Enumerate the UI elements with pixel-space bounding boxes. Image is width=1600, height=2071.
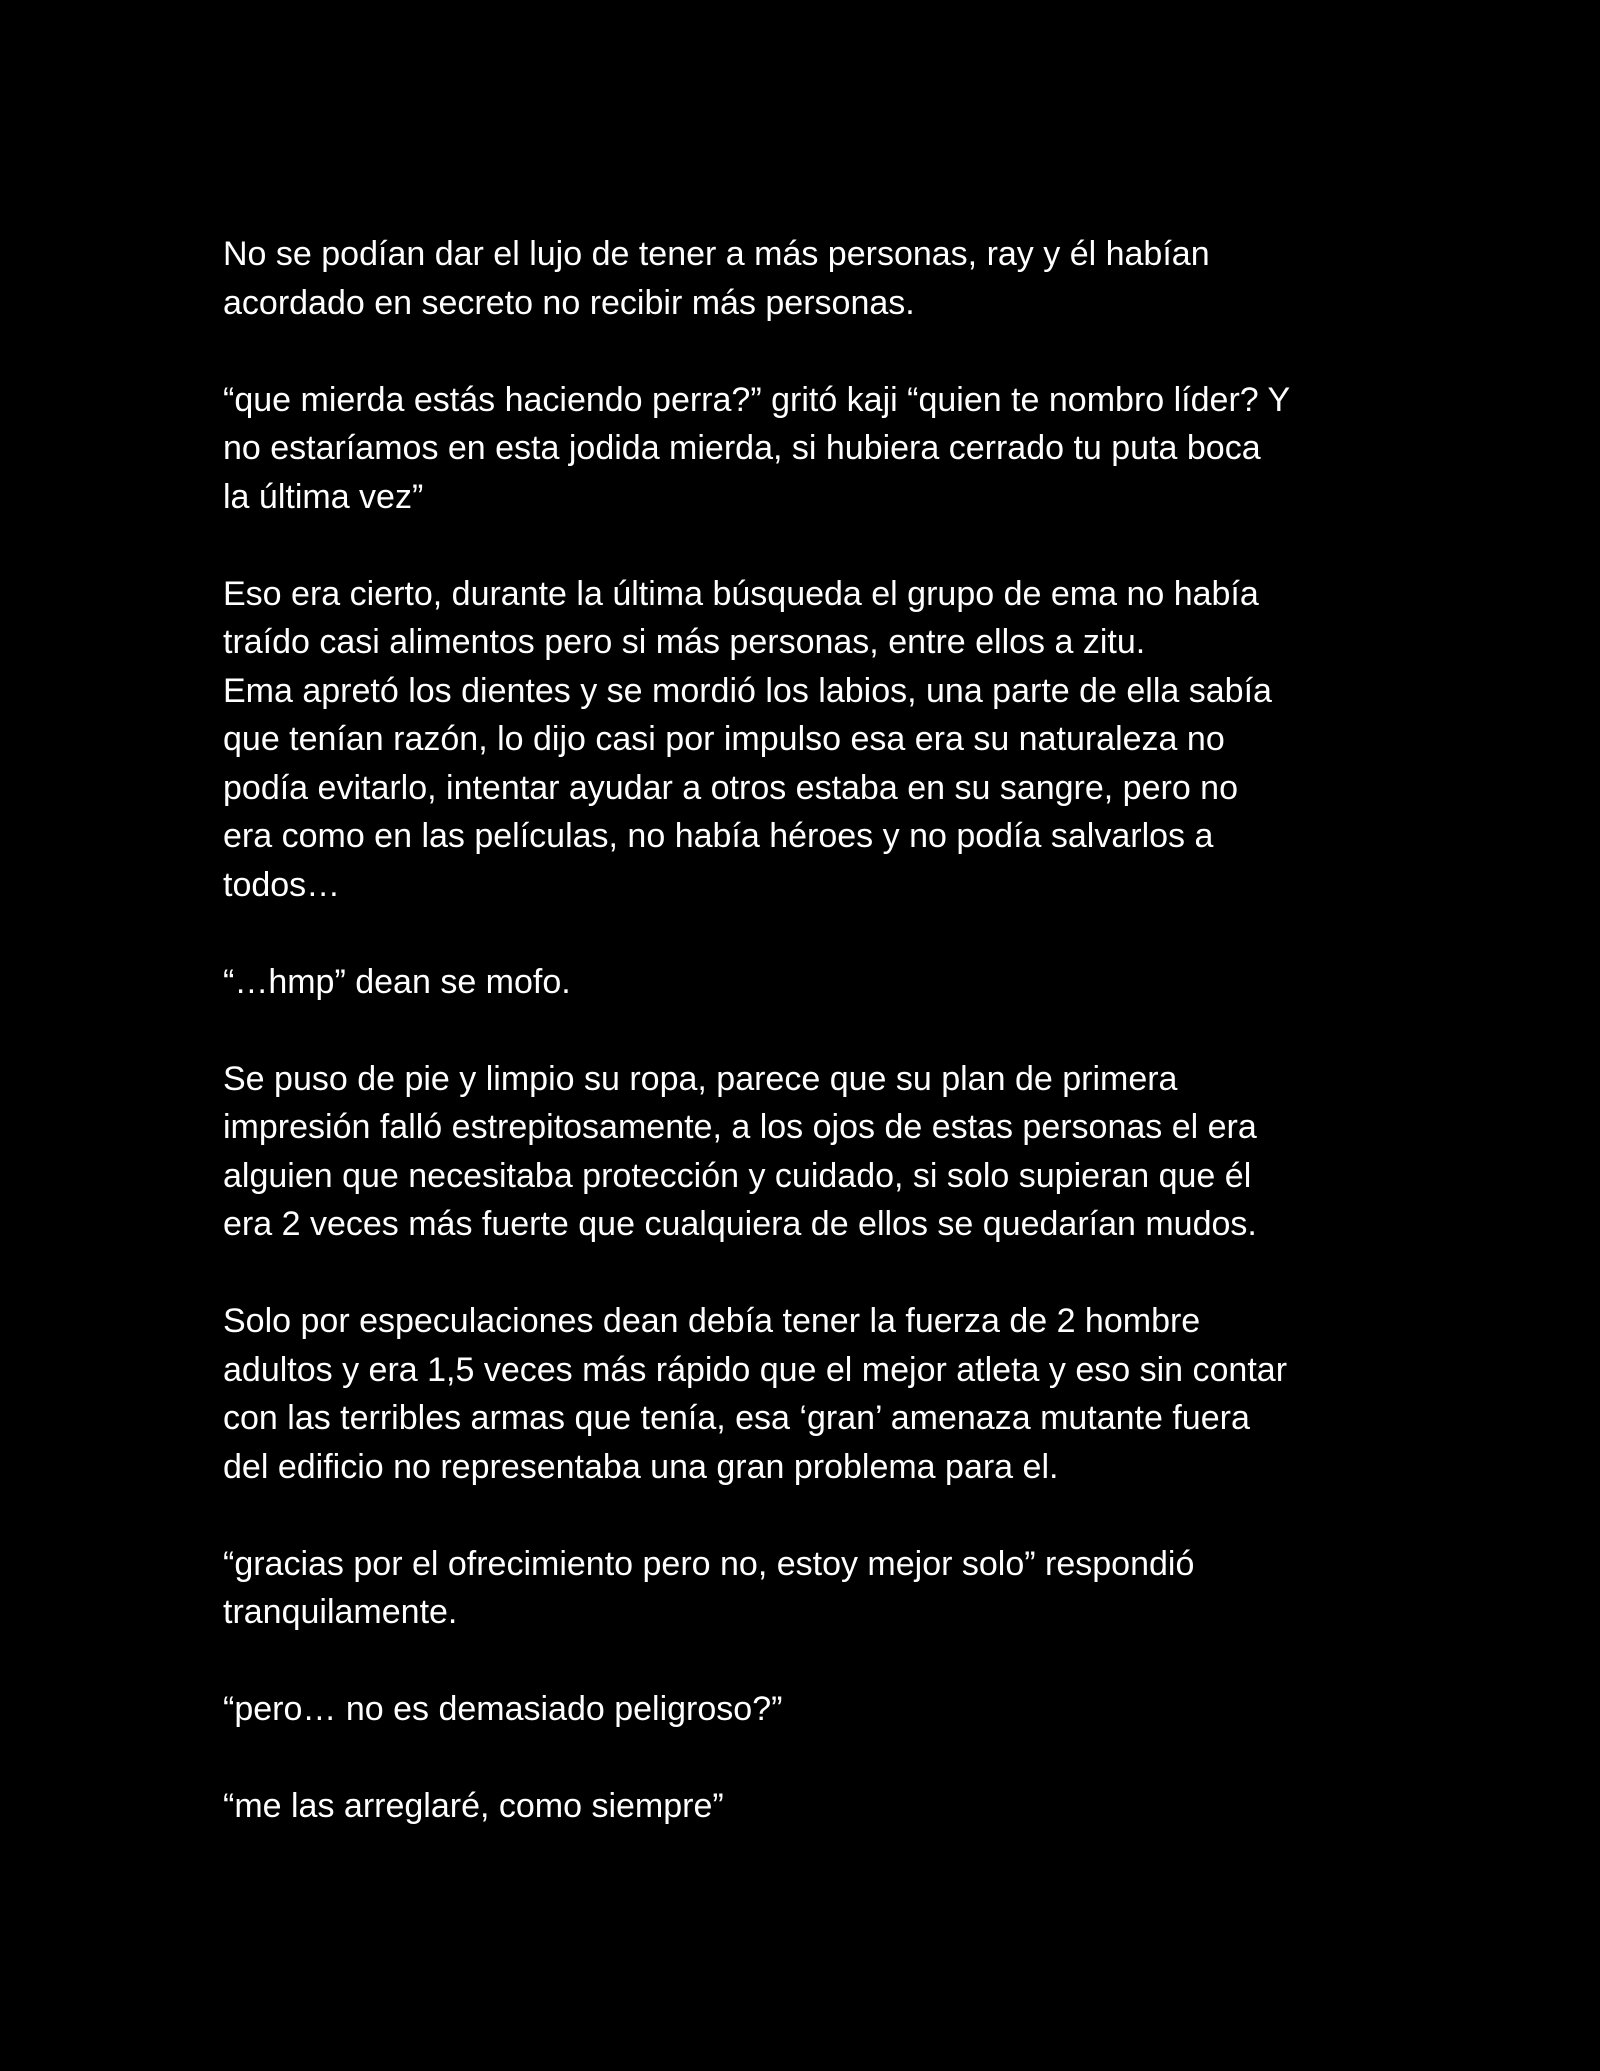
paragraph (223, 570, 1423, 910)
text-line: era 2 veces más fuerte que cualquiera de ellos se quedarían mudos. (223, 1205, 1257, 1243)
text-line: la última vez” (223, 477, 424, 516)
story-text (223, 230, 1423, 1831)
paragraph-gap (223, 521, 1423, 570)
paragraph-gap (223, 1491, 1423, 1540)
text-line: Eso era cierto, durante la última búsqueda el grupo de ema no había (223, 574, 1259, 613)
text-line: “gracias por el ofrecimiento pero no, estoy mejor solo” respondió (223, 1544, 1195, 1583)
paragraph (223, 1297, 1423, 1491)
text-line: impresión falló estrepitosamente, a los ojos de estas personas el era (223, 1108, 1257, 1146)
text-line: era como en las películas, no había héroes y no podía salvarlos a (223, 817, 1214, 855)
text-line: No se podían dar el lujo de tener a más personas, ray y él habían (223, 235, 1210, 273)
text-line: “…hmp” dean se mofo. (223, 962, 571, 1001)
paragraph (223, 958, 1423, 1007)
text-line: tranquilamente. (223, 1593, 458, 1631)
paragraph (223, 376, 1423, 522)
text-line: que tenían razón, lo dijo casi por impulso esa era su naturaleza no (223, 720, 1225, 758)
text-line: todos… (223, 865, 341, 904)
paragraph (223, 1685, 1423, 1734)
text-line: Se puso de pie y limpio su ropa, parece que su plan de primera (223, 1059, 1178, 1098)
paragraph-gap (223, 1734, 1423, 1783)
text-line: no estaríamos en esta jodida mierda, si hubiera cerrado tu puta boca (223, 429, 1261, 467)
text-line: traído casi alimentos pero si más personas, entre ellos a zitu. (223, 623, 1146, 661)
text-line: del edificio no representaba una gran problema para el. (223, 1447, 1059, 1486)
paragraph (223, 1055, 1423, 1249)
text-line: “que mierda estás haciendo perra?” gritó kaji “quien te nombro líder? Y (223, 380, 1291, 419)
text-line: adultos y era 1,5 veces más rápido que el mejor atleta y eso sin contar (223, 1350, 1288, 1389)
paragraph (223, 230, 1423, 327)
text-line: “me las arreglaré, como siempre” (223, 1787, 724, 1825)
paragraph (223, 1540, 1423, 1637)
paragraph-gap (223, 327, 1423, 376)
text-line: Ema apretó los dientes y se mordió los labios, una parte de ella sabía (223, 671, 1272, 710)
text-line: Solo por especulaciones dean debía tener la fuerza de 2 hombre (223, 1302, 1201, 1340)
paragraph-gap (223, 909, 1423, 958)
paragraph-gap (223, 1006, 1423, 1055)
paragraph (223, 1782, 1423, 1831)
text-line: alguien que necesitaba protección y cuidado, si solo supieran que él (223, 1156, 1252, 1195)
paragraph-gap (223, 1637, 1423, 1686)
text-line: “pero… no es demasiado peligroso?” (223, 1690, 783, 1728)
paragraph-gap (223, 1249, 1423, 1298)
text-line: con las terribles armas que tenía, esa ‘gran’ amenaza mutante fuera (223, 1399, 1250, 1437)
text-line: podía evitarlo, intentar ayudar a otros estaba en su sangre, pero no (223, 768, 1238, 807)
text-line: acordado en secreto no recibir más personas. (223, 283, 915, 322)
